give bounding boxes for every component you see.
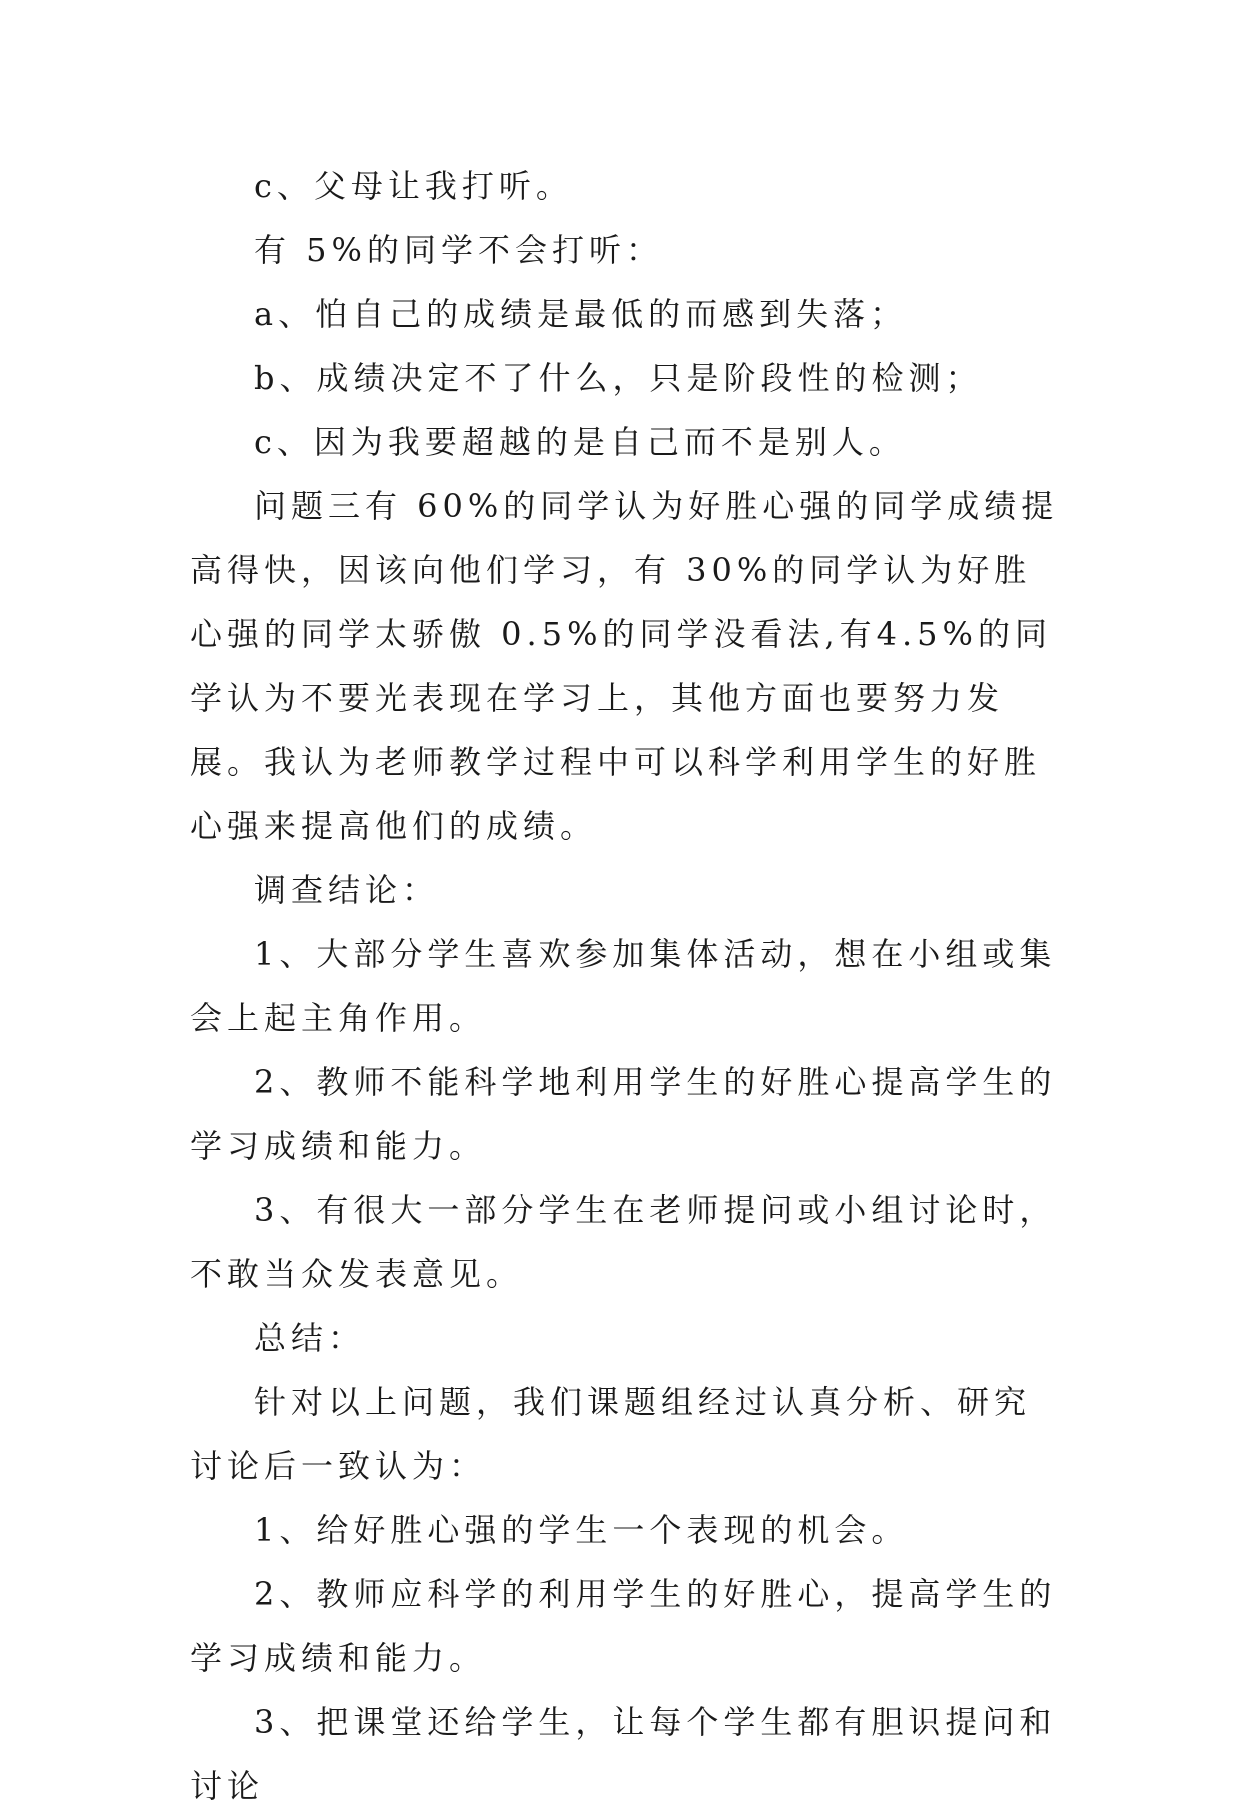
section-heading: 总结： xyxy=(254,1319,366,1357)
paragraph: c、因为我要超越的是自己而不是别人。 xyxy=(254,423,906,461)
paragraph: 3、有很大一部分学生在老师提问或小组讨论时，不敢当众发表意见。 xyxy=(190,1191,1057,1293)
paragraph: 针对以上问题，我们课题组经过认真分析、研究讨论后一致认为： xyxy=(190,1383,1032,1485)
paragraph: 1、大部分学生喜欢参加集体活动，想在小组或集会上起主角作用。 xyxy=(190,935,1057,1037)
document-body xyxy=(190,154,1060,1818)
paragraph: 3、把课堂还给学生，让每个学生都有胆识提问和讨论 xyxy=(190,1703,1057,1805)
paragraph: 有 5%的同学不会打听： xyxy=(254,231,663,269)
paragraph: b、成绩决定不了什么，只是阶段性的检测； xyxy=(254,359,983,397)
paragraph: c、父母让我打听。 xyxy=(254,167,573,205)
paragraph: 问题三有 60%的同学认为好胜心强的同学成绩提高得快，因该向他们学习，有 30%的同学认为好胜心强的同学太骄傲 0.5%的同学没看法,有4.5%的同学认为不要光表现在学习上，其他方面也要努力发展。我认为老师教学过程中可以科学利用学生的好胜心强来提高他们的成绩。 xyxy=(190,487,1059,845)
paragraph: 2、教师不能科学地利用学生的好胜心提高学生的学习成绩和能力。 xyxy=(190,1063,1057,1165)
paragraph: 1、给好胜心强的学生一个表现的机会。 xyxy=(254,1511,909,1549)
paragraph: a、怕自己的成绩是最低的而感到失落； xyxy=(254,295,908,333)
section-heading: 调查结论： xyxy=(254,871,440,909)
paragraph: 2、教师应科学的利用学生的好胜心，提高学生的学习成绩和能力。 xyxy=(190,1575,1057,1677)
